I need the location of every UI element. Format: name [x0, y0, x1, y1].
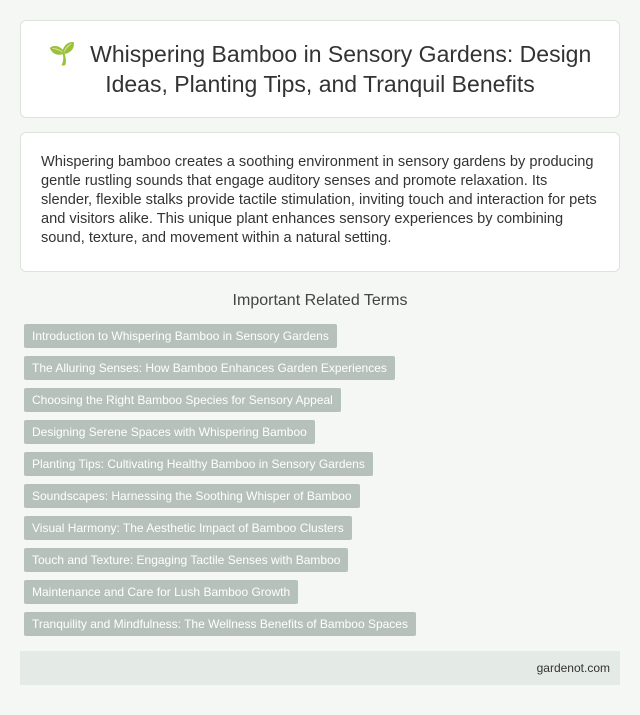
related-term-tag[interactable]: Touch and Texture: Engaging Tactile Senses with Bamboo [24, 548, 348, 572]
related-terms-heading: Important Related Terms [232, 292, 408, 309]
related-term-tag[interactable]: Designing Serene Spaces with Whispering Bamboo [24, 420, 315, 444]
related-term-tag[interactable]: Planting Tips: Cultivating Healthy Bamboo in Sensory Gardens [24, 452, 373, 476]
related-term-tag[interactable]: The Alluring Senses: How Bamboo Enhances Garden Experiences [24, 356, 395, 380]
page-title [41, 39, 599, 99]
related-term-tag[interactable]: Soundscapes: Harnessing the Soothing Whisper of Bamboo [24, 484, 360, 508]
related-term-tag[interactable]: Choosing the Right Bamboo Species for Sensory Appeal [24, 388, 341, 412]
related-term-tag[interactable]: Tranquility and Mindfulness: The Wellness Benefits of Bamboo Spaces [24, 612, 416, 636]
summary-text: Whispering bamboo creates a soothing environment in sensory gardens by producing gentle rustling sounds that engage auditory senses and promote relaxation. Its slender, flexible stalks provide tactile stimulation, inviting touch and interaction for pets and visitors alike. This unique plant enhances sensory experiences by combining sound, texture, and movement within a natural setting. [41, 154, 597, 246]
related-term-tag[interactable]: Introduction to Whispering Bamboo in Sensory Gardens [24, 324, 337, 348]
related-term-tag[interactable]: Maintenance and Care for Lush Bamboo Growth [24, 580, 298, 604]
footer [20, 651, 620, 685]
seedling-icon: 🌱 [48, 41, 77, 66]
summary-card [20, 132, 620, 272]
related-terms-list [24, 324, 624, 644]
related-term-tag[interactable]: Visual Harmony: The Aesthetic Impact of Bamboo Clusters [24, 516, 352, 540]
title-card [20, 20, 620, 118]
footer-site-link[interactable]: gardenot.com [536, 661, 610, 675]
page-title-text: Whispering Bamboo in Sensory Gardens: Design Ideas, Planting Tips, and Tranquil Benefits [90, 41, 592, 97]
